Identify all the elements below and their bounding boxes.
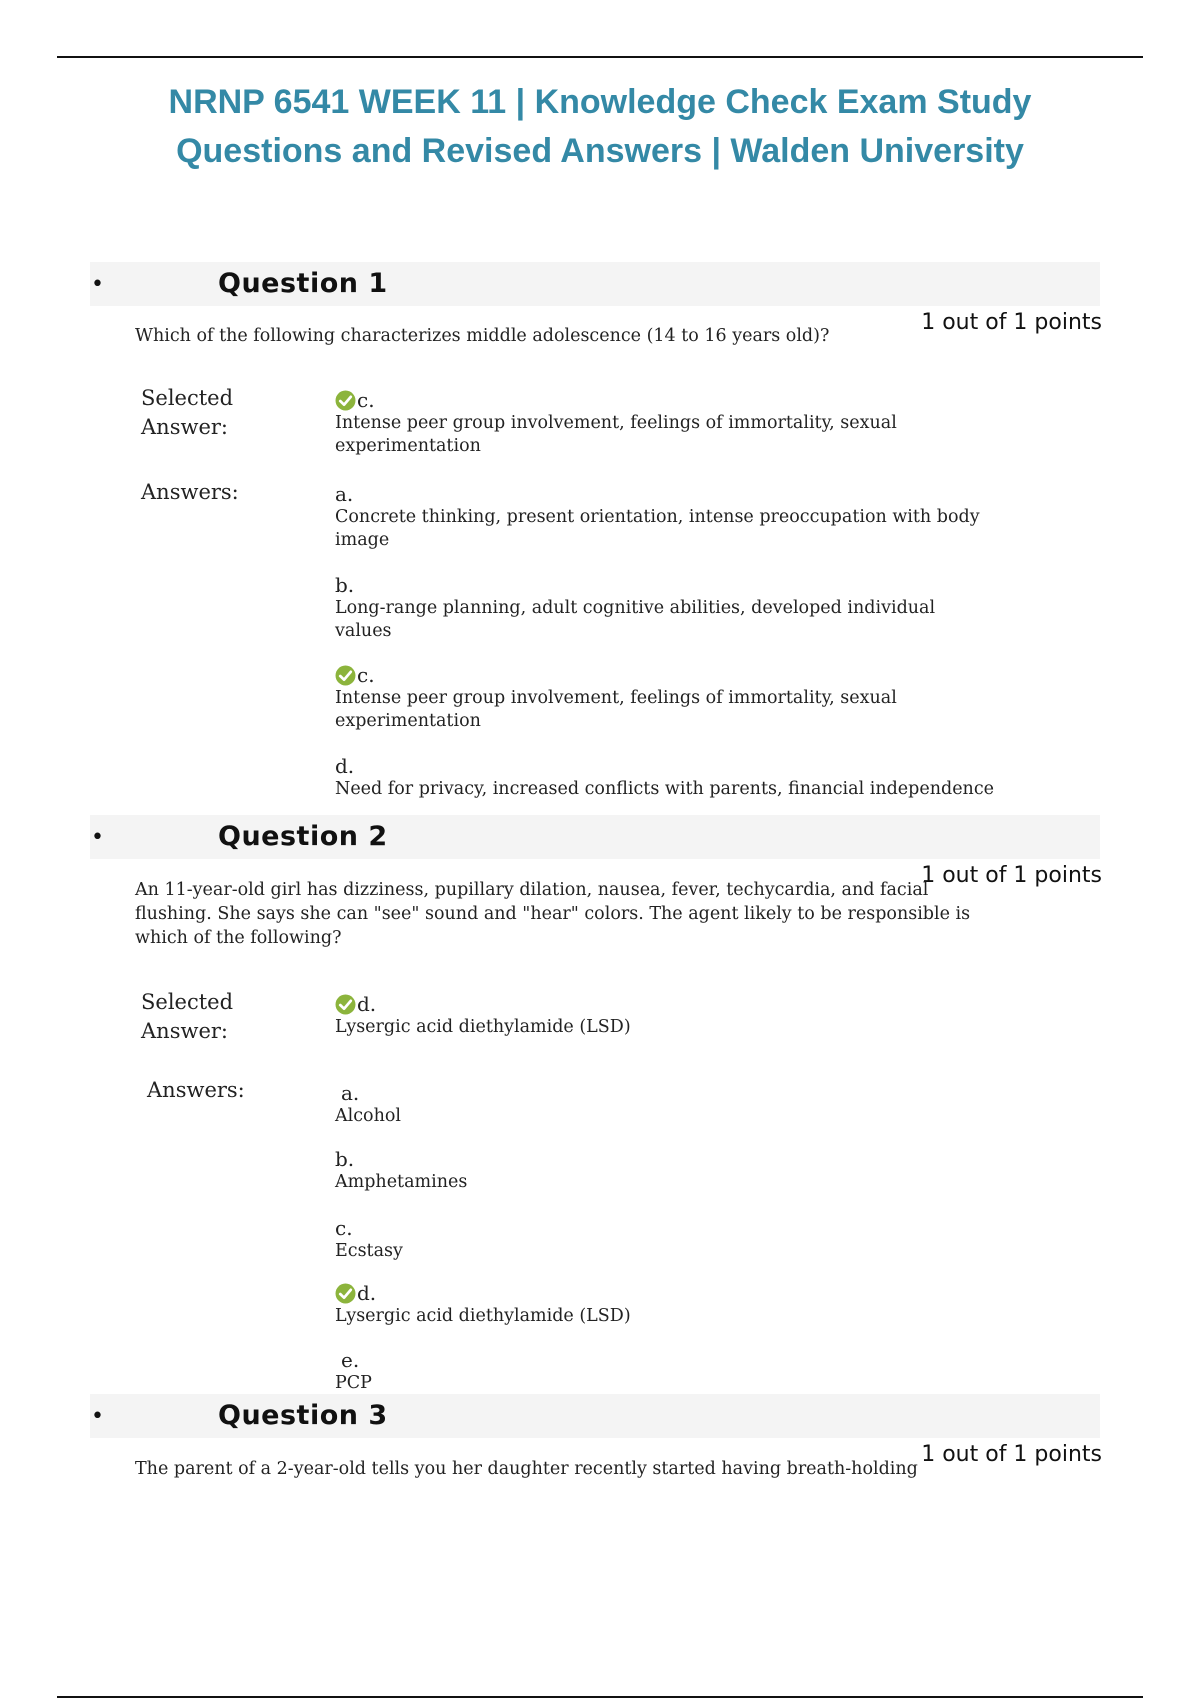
question-text: Which of the following characterizes middle adolescence (14 to 16 years old)? xyxy=(135,326,830,346)
answer-text: Ecstasy xyxy=(335,1241,403,1261)
correct-check-icon xyxy=(335,1283,356,1304)
answer-letter: c. xyxy=(357,663,375,687)
selected-answer xyxy=(335,992,1055,1039)
answers-label: Answers: xyxy=(141,480,239,504)
answer-letter: d. xyxy=(357,1281,377,1305)
selected-answer xyxy=(335,388,1055,458)
answer-letter: c. xyxy=(335,1216,353,1240)
document-title xyxy=(60,78,1140,176)
answer-option-d xyxy=(335,1281,1055,1328)
answer-option-c xyxy=(335,1216,1055,1263)
question-title: Question 2 xyxy=(218,821,388,852)
top-rule xyxy=(57,56,1143,58)
answer-text: Lysergic acid diethylamide (LSD) xyxy=(335,1017,631,1037)
answer-letter: b. xyxy=(335,1147,355,1171)
question-points: 1 out of 1 points xyxy=(921,863,1102,888)
bullet: • xyxy=(91,1404,104,1429)
answer-letter: b. xyxy=(335,573,355,597)
question-text: An 11-year-old girl has dizziness, pupillary dilation, nausea, fever, techycardia, and facial flushing. She says she can "see" sound and "hear" colors. The agent likely to be responsible is which of the following? xyxy=(135,880,971,948)
question-title: Question 1 xyxy=(218,268,388,299)
selected-answer-label: Selected Answer: xyxy=(141,990,234,1043)
correct-check-icon xyxy=(335,390,356,411)
bottom-rule xyxy=(57,1696,1143,1698)
question-title: Question 3 xyxy=(218,1400,388,1431)
answer-text: Need for privacy, increased conflicts with parents, financial independence xyxy=(335,779,994,799)
answer-text: Intense peer group involvement, feelings of immortality, sexual experimentation xyxy=(335,413,897,456)
question-points: 1 out of 1 points xyxy=(921,1442,1102,1467)
correct-check-icon xyxy=(335,994,356,1015)
question-points: 1 out of 1 points xyxy=(921,310,1102,335)
answers-label: Answers: xyxy=(147,1078,245,1102)
answer-letter: d. xyxy=(357,992,377,1016)
answer-text: Alcohol xyxy=(335,1106,401,1126)
answer-text: Long-range planning, adult cognitive abilities, developed individual values xyxy=(335,598,936,641)
answer-option-b xyxy=(335,573,1055,643)
answer-option-a xyxy=(335,1081,1055,1128)
answer-text: PCP xyxy=(335,1373,372,1393)
answer-option-e xyxy=(335,1348,1055,1395)
answer-option-c xyxy=(335,663,1055,733)
answer-letter: c. xyxy=(357,388,375,412)
title-line-1: NRNP 6541 WEEK 11 | Knowledge Check Exam Study xyxy=(168,83,1032,121)
answer-letter: d. xyxy=(335,754,355,778)
answer-text: Lysergic acid diethylamide (LSD) xyxy=(335,1306,631,1326)
title-line-2: Questions and Revised Answers | Walden University xyxy=(176,132,1024,170)
correct-check-icon xyxy=(335,665,356,686)
answer-letter: a. xyxy=(341,1081,360,1105)
answer-text: Concrete thinking, present orientation, intense preoccupation with body image xyxy=(335,507,980,550)
question-text: The parent of a 2-year-old tells you her daughter recently started having breath-holding xyxy=(135,1459,918,1479)
answer-option-a xyxy=(335,482,1055,552)
answer-letter: e. xyxy=(341,1348,360,1372)
answer-text: Amphetamines xyxy=(335,1172,468,1192)
bullet: • xyxy=(91,272,104,297)
bullet: • xyxy=(91,825,104,850)
answer-option-d xyxy=(335,754,1055,801)
answer-text: Intense peer group involvement, feelings of immortality, sexual experimentation xyxy=(335,688,897,731)
selected-answer-label: Selected Answer: xyxy=(141,386,234,439)
answer-option-b xyxy=(335,1147,1055,1194)
answer-letter: a. xyxy=(335,482,354,506)
